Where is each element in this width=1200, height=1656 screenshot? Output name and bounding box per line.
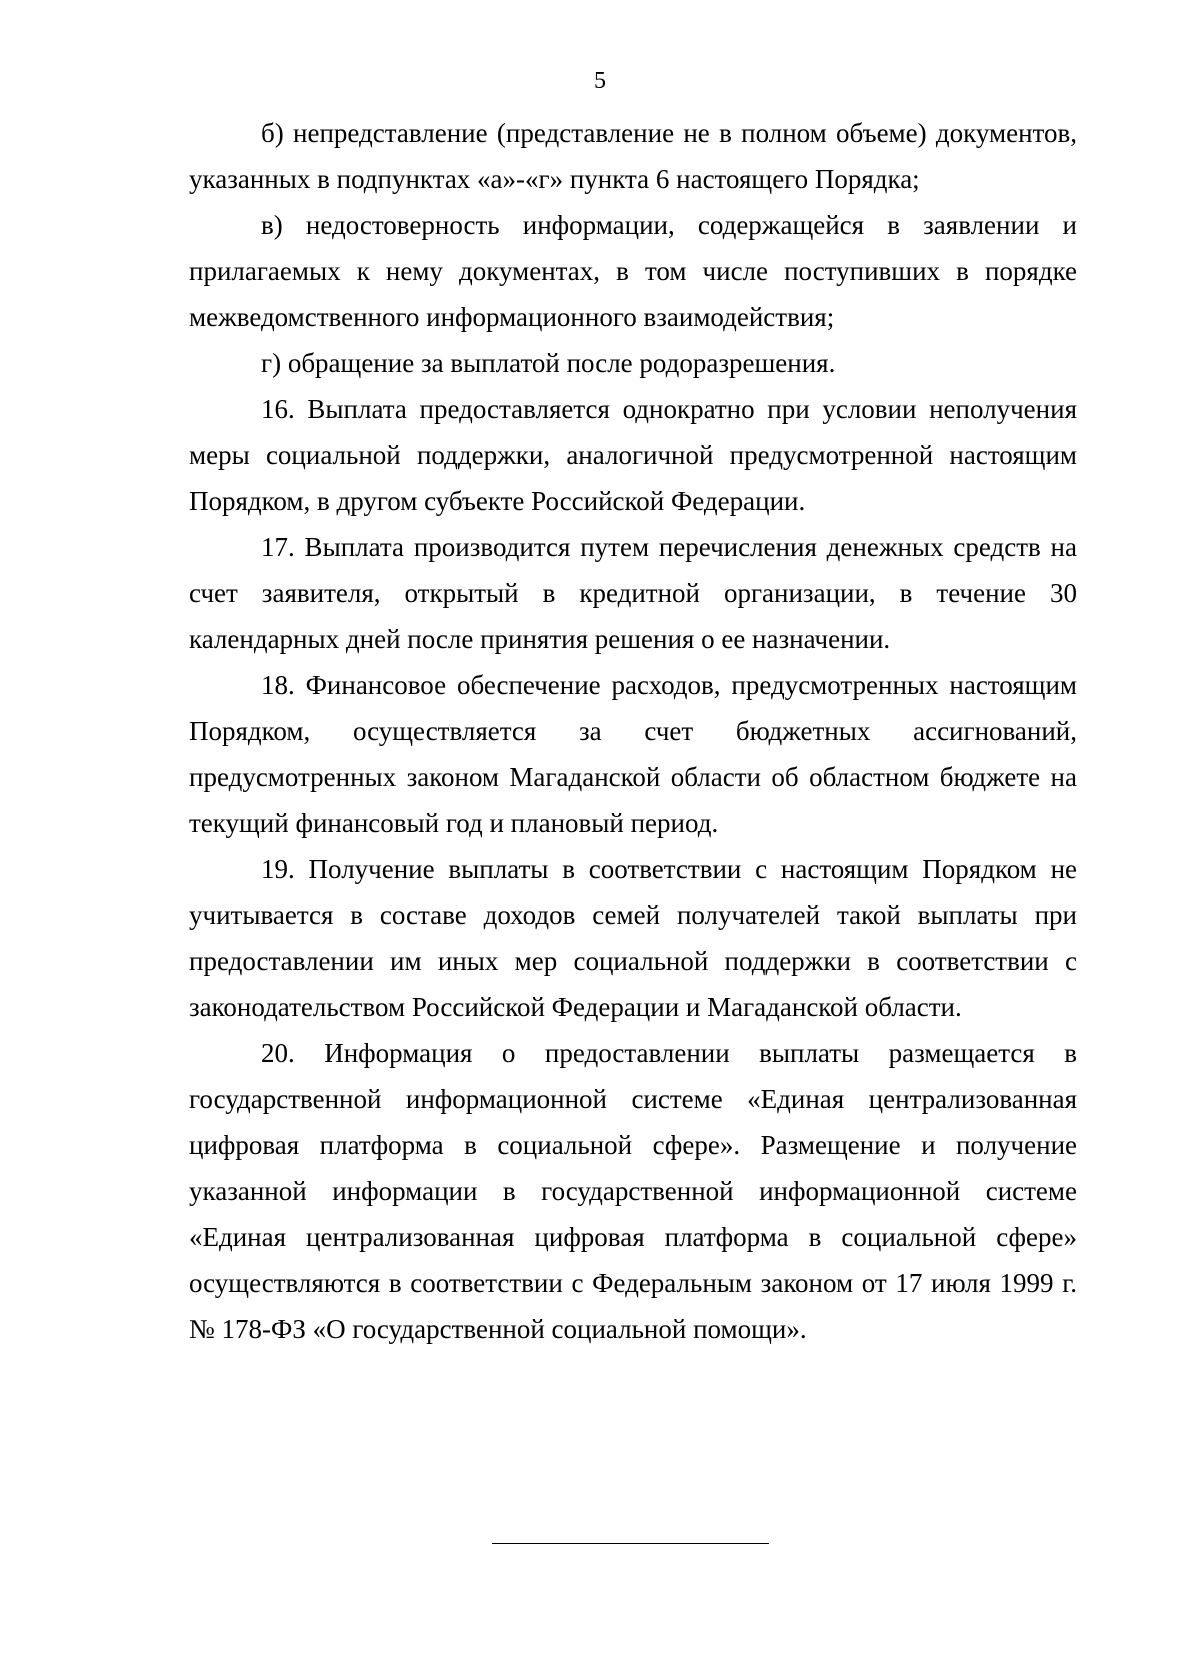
paragraph-v: в) недостоверность информации, содержащейся в заявлении и прилагаемых к нему документах, в том числе поступивших в порядке межведомственного информационного взаимодействия; bbox=[189, 210, 1077, 332]
footer-separator-line bbox=[492, 1543, 769, 1544]
paragraph-17: 17. Выплата производится путем перечисления денежных средств на счет заявителя, открытый в кредитной организации, в течение 30 календарных дней после принятия решения о ее назначении. bbox=[189, 532, 1077, 654]
paragraph-16: 16. Выплата предоставляется однократно при условии неполучения меры социальной поддержки, аналогичной предусмотренной настоящим Порядком, в другом субъекте Российской Федерации. bbox=[189, 394, 1077, 516]
paragraph-20: 20. Информация о предоставлении выплаты размещается в государственной информационной системе «Единая централизованная цифровая платформа в социальной сфере». Размещение и получение указанной информации в государственной информационной системе «Единая централизованная цифровая платформа в социальной сфере» осуществляются в соответствии с Федеральным законом от 17 июля 1999 г. № 178-ФЗ «О государственной социальной помощи». bbox=[189, 1038, 1077, 1344]
paragraph-18: 18. Финансовое обеспечение расходов, предусмотренных настоящим Порядком, осуществляется за счет бюджетных ассигнований, предусмотренных законом Магаданской области об областном бюджете на текущий финансовый год и плановый период. bbox=[189, 670, 1077, 838]
document-body bbox=[189, 110, 1077, 1352]
page-number: 5 bbox=[594, 68, 606, 94]
paragraph-19: 19. Получение выплаты в соответствии с настоящим Порядком не учитывается в составе доходов семей получателей такой выплаты при предоставлении им иных мер социальной поддержки в соответствии с законодательством Российской Федерации и Магаданской области. bbox=[189, 854, 1077, 1022]
paragraph-b: б) непредставление (представление не в полном объеме) документов, указанных в подпунктах «а»-«г» пункта 6 настоящего Порядка; bbox=[189, 118, 1077, 194]
paragraph-g: г) обращение за выплатой после родоразрешения. bbox=[261, 348, 836, 378]
